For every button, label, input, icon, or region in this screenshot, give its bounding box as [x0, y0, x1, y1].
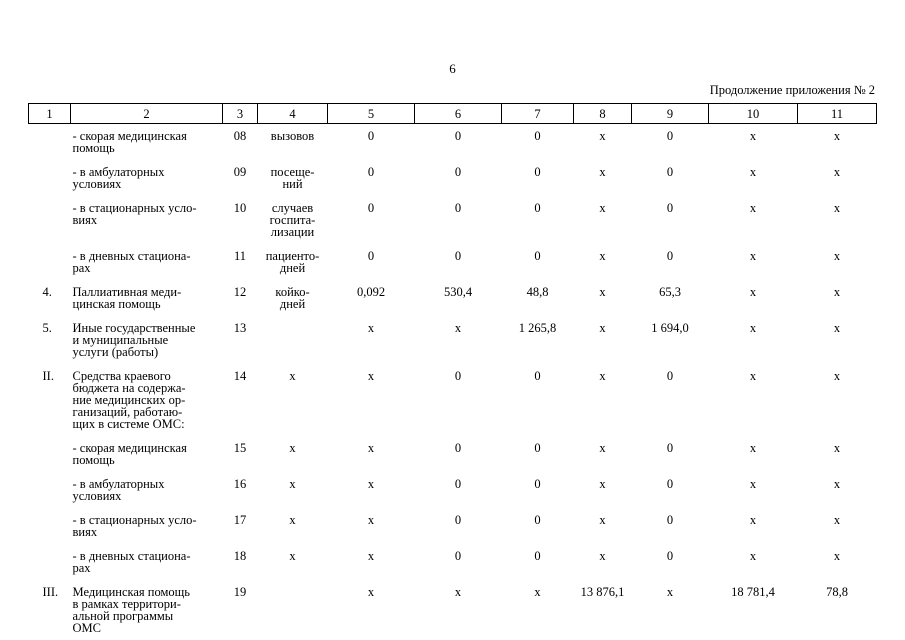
cell-col-8: х	[599, 477, 606, 491]
header-cell-2: 2	[71, 104, 223, 124]
row-name: Иные государственные и муниципальные услуги (работы)	[72, 321, 196, 359]
row-number: 4.	[42, 285, 52, 299]
cell-col-7: 0	[534, 201, 541, 215]
cell-col-6: 0	[454, 513, 462, 527]
cell-col-9: 0	[666, 249, 674, 263]
cell-col-6: х	[454, 585, 462, 599]
row-unit	[258, 580, 328, 640]
row-number	[29, 160, 71, 196]
cell-col-9: 0	[666, 477, 674, 491]
cell-col-10: х	[749, 513, 757, 527]
cell-col-10: х	[749, 249, 757, 263]
row-unit	[258, 316, 328, 364]
row-number	[29, 508, 71, 544]
cell-col-9: 65,3	[659, 285, 681, 299]
header-cell-8: 8	[574, 104, 632, 124]
table-row	[29, 280, 877, 316]
table-row	[29, 436, 877, 472]
cell-col-7: 0	[534, 369, 541, 383]
cell-col-9: 0	[666, 369, 674, 383]
cell-col-11: х	[833, 285, 841, 299]
cell-col-7: х	[534, 585, 541, 599]
row-unit: койко- дней	[275, 285, 310, 311]
row-name: - скорая медицинская помощь	[72, 129, 187, 155]
cell-col-10: х	[749, 129, 757, 143]
cell-col-7: 0	[534, 513, 541, 527]
cell-col-5: 0	[367, 249, 375, 263]
row-unit: х	[289, 513, 296, 527]
row-unit: х	[289, 369, 296, 383]
cell-col-9: х	[666, 585, 674, 599]
cell-col-6: 0	[454, 549, 462, 563]
row-name: - скорая медицинская помощь	[72, 441, 187, 467]
row-number	[29, 244, 71, 280]
cell-col-7: 0	[534, 549, 541, 563]
cell-col-6: 530,4	[443, 285, 473, 299]
cell-col-11: х	[833, 201, 841, 215]
header-cell-9: 9	[632, 104, 709, 124]
cell-col-6: 0	[454, 441, 462, 455]
cell-col-7: 0	[534, 129, 541, 143]
header-cell-3: 3	[223, 104, 258, 124]
table-row	[29, 196, 877, 244]
row-code: 11	[233, 249, 247, 263]
cell-col-9: 0	[666, 549, 674, 563]
header-cell-10: 10	[709, 104, 798, 124]
row-unit: х	[289, 477, 296, 491]
cell-col-11: х	[833, 129, 841, 143]
cell-col-11: х	[833, 441, 841, 455]
cell-col-11: х	[833, 549, 841, 563]
cell-col-6: 0	[454, 369, 462, 383]
row-number	[29, 472, 71, 508]
cell-col-8: х	[599, 549, 606, 563]
cell-col-5: х	[367, 369, 375, 383]
continuation-label: Продолжение приложения № 2	[709, 83, 875, 97]
cell-col-7: 0	[534, 441, 541, 455]
cell-col-9: 0	[666, 201, 674, 215]
table-body	[29, 124, 877, 640]
header-cell-7: 7	[502, 104, 574, 124]
cell-col-8: х	[599, 249, 606, 263]
row-unit: посеще- ний	[270, 165, 315, 191]
table-row	[29, 160, 877, 196]
page-number: 6	[449, 61, 456, 76]
cell-col-10: х	[749, 165, 757, 179]
cell-col-6: 0	[454, 249, 462, 263]
cell-col-9: 0	[666, 513, 674, 527]
cell-col-5: х	[367, 477, 375, 491]
cell-col-6: 0	[454, 165, 462, 179]
cell-col-5: х	[367, 585, 375, 599]
cell-col-11: х	[833, 513, 841, 527]
row-number	[29, 196, 71, 244]
row-number	[29, 544, 71, 580]
row-code: 16	[233, 477, 247, 491]
row-name: Средства краевого бюджета на содержа- ние медицинских ор- ганизаций, работаю- щих в системе ОМС:	[72, 369, 186, 431]
cell-col-9: 0	[666, 129, 674, 143]
cell-col-5: 0,092	[356, 285, 386, 299]
cell-col-5: х	[367, 549, 375, 563]
cell-col-7: 48,8	[526, 285, 549, 299]
cell-col-5: х	[367, 441, 375, 455]
cell-col-11: х	[833, 165, 841, 179]
cell-col-7: 1 265,8	[518, 321, 557, 335]
table-row	[29, 580, 877, 640]
cell-col-5: х	[367, 513, 375, 527]
header-row	[29, 104, 877, 124]
cell-col-9: 1 694,0	[651, 321, 689, 335]
row-unit: пациенто- дней	[265, 249, 320, 275]
row-unit: х	[289, 549, 296, 563]
cell-col-5: 0	[367, 129, 375, 143]
table-row	[29, 364, 877, 436]
cell-col-8: х	[599, 513, 606, 527]
cell-col-11: х	[833, 249, 841, 263]
row-name: - в стационарных усло- виях	[72, 513, 197, 539]
table-row	[29, 124, 877, 161]
cell-col-10: х	[749, 477, 757, 491]
cell-col-8: х	[599, 285, 606, 299]
cell-col-6: 0	[454, 201, 462, 215]
cell-col-9: 0	[666, 165, 674, 179]
row-code: 17	[233, 513, 247, 527]
row-unit: х	[289, 441, 296, 455]
cell-col-10: х	[749, 369, 757, 383]
row-code: 10	[233, 201, 247, 215]
header-cell-4: 4	[258, 104, 328, 124]
row-number	[29, 124, 71, 161]
cell-col-6: 0	[454, 129, 462, 143]
row-code: 19	[233, 585, 247, 599]
header-cell-5: 5	[328, 104, 415, 124]
table-row	[29, 508, 877, 544]
cell-col-10: х	[749, 321, 757, 335]
header-cell-11: 11	[798, 104, 877, 124]
row-code: 14	[233, 369, 247, 383]
row-code: 13	[233, 321, 247, 335]
row-name: - в амбулаторных условиях	[72, 477, 165, 503]
cell-col-8: х	[599, 201, 606, 215]
row-name: - в дневных стациона- рах	[72, 549, 191, 575]
cell-col-7: 0	[534, 477, 541, 491]
cell-col-10: х	[749, 201, 757, 215]
data-table	[28, 103, 877, 640]
row-unit: случаев госпита- лизации	[269, 201, 316, 239]
row-name: - в амбулаторных условиях	[72, 165, 165, 191]
cell-col-6: 0	[454, 477, 462, 491]
cell-col-11: х	[833, 321, 841, 335]
cell-col-7: 0	[534, 249, 541, 263]
cell-col-6: х	[454, 321, 462, 335]
row-name: Медицинская помощь в рамках территори- альной программы ОМС	[72, 585, 190, 635]
cell-col-10: х	[749, 549, 757, 563]
cell-col-8: х	[599, 321, 606, 335]
row-code: 15	[233, 441, 247, 455]
cell-col-8: 13 876,1	[580, 585, 625, 599]
cell-col-8: х	[599, 369, 606, 383]
row-code: 08	[233, 129, 247, 143]
cell-col-10: 18 781,4	[731, 585, 775, 599]
cell-col-5: х	[367, 321, 375, 335]
row-code: 18	[233, 549, 247, 563]
row-code: 09	[233, 165, 247, 179]
row-name: - в дневных стациона- рах	[72, 249, 191, 275]
cell-col-11: х	[833, 477, 841, 491]
row-code: 12	[233, 285, 247, 299]
cell-col-7: 0	[534, 165, 541, 179]
cell-col-11: х	[833, 369, 841, 383]
header-cell-6: 6	[415, 104, 502, 124]
cell-col-5: 0	[367, 165, 375, 179]
cell-col-8: х	[599, 441, 606, 455]
table-row	[29, 544, 877, 580]
table-row	[29, 316, 877, 364]
row-number: II.	[42, 369, 54, 383]
table-row	[29, 472, 877, 508]
header-cell-1: 1	[29, 104, 71, 124]
cell-col-8: х	[599, 129, 606, 143]
row-number: III.	[42, 585, 59, 599]
row-unit: вызовов	[270, 129, 315, 143]
row-number	[29, 436, 71, 472]
row-name: Паллиативная меди- цинская помощь	[72, 285, 182, 311]
cell-col-9: 0	[666, 441, 674, 455]
table-row	[29, 244, 877, 280]
cell-col-8: х	[599, 165, 606, 179]
row-number: 5.	[42, 321, 52, 335]
cell-col-10: х	[749, 441, 757, 455]
cell-col-10: х	[749, 285, 757, 299]
row-name: - в стационарных усло- виях	[72, 201, 197, 227]
cell-col-11: 78,8	[826, 585, 848, 599]
cell-col-5: 0	[367, 201, 375, 215]
